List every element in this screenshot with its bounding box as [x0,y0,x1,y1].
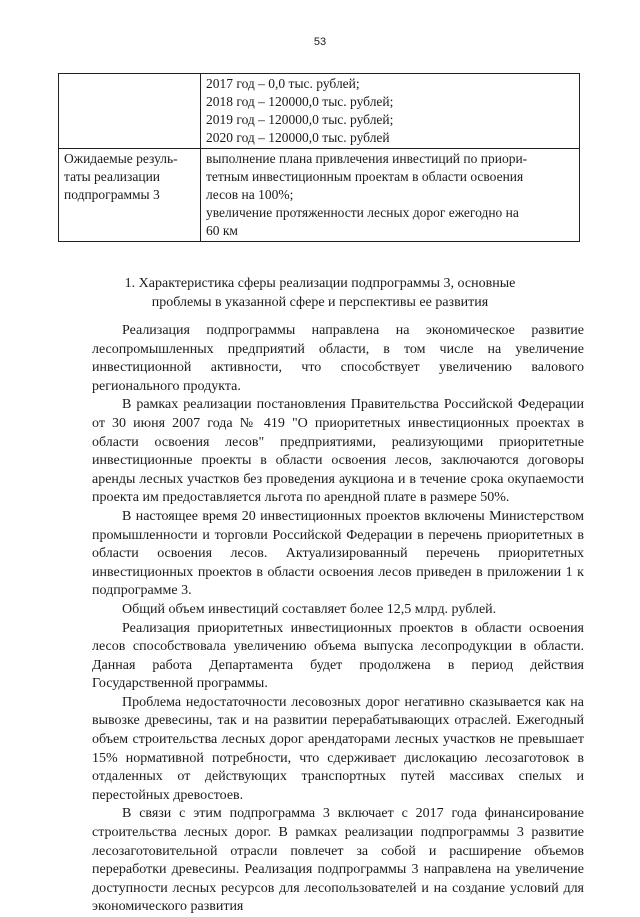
results-value-line: тетным инвестиционным проектам в области освоения [206,169,524,184]
funding-label-cell [59,74,201,149]
results-label-line: таты реализации [64,169,161,184]
section-heading-line1: 1. Характеристика сферы реализации подпрограммы 3, основные [124,276,516,291]
paragraph: В связи с этим подпрограмма 3 включает с 2017 года финансирование строительства лесных дорог. В рамках реализации подпрограммы 3 развитие лесозаготовительной отрасли повлечет за собой и расширение объемов переработки древесины. Реализация подпрограммы 3 направлена на увеличение доступности лесных ресурсов для лесопользователей и на создание условий для экономического развития [92,806,584,915]
section-heading [60,274,580,312]
results-value-line: увеличение протяженности лесных дорог ежегодно на [206,205,519,220]
results-label-cell [59,149,201,242]
funding-value-cell [201,74,580,149]
results-label-line: Ожидаемые резуль- [64,151,178,166]
results-value-line: лесов на 100%; [206,187,294,202]
funding-line-2017: 2017 год – 0,0 тыс. рублей; [206,76,360,91]
funding-line-2018: 2018 год – 120000,0 тыс. рублей; [206,94,394,109]
results-value-line: выполнение плана привлечения инвестиций по приори- [206,151,528,166]
results-row [59,149,580,242]
results-label-line: подпрограммы 3 [64,187,160,202]
results-value-line: 60 км [206,223,238,238]
passport-table [58,73,580,242]
body-text [92,322,584,917]
paragraph: Реализация подпрограммы направлена на экономическое развитие лесопромышленных предприятий области, в том числе на увеличение инвестиционной активности, что способствует увеличению валового регионального продукта. [92,323,584,394]
paragraph: В рамках реализации постановления Правительства Российской Федерации от 30 июня 2007 года № 419 "О приоритетных инвестиционных проектах в области освоения лесов" предприятиями, реализующими приоритетные инвестиционные проекты в области освоения лесов, заключаются договоры аренды лесных участков без проведения аукциона и в течение срока окупаемости проекта им предоставляется льгота по арендной плате в размере 50%. [92,397,584,506]
paragraph: Общий объем инвестиций составляет более 12,5 млрд. рублей. [122,601,497,617]
page-number: 53 [313,36,327,48]
funding-line-2019: 2019 год – 120000,0 тыс. рублей; [206,112,394,127]
funding-line-2020: 2020 год – 120000,0 тыс. рублей [206,130,390,145]
paragraph: В настоящее время 20 инвестиционных проектов включены Министерством промышленности и торговли Российской Федерации в перечень приоритетных в области освоения лесов. Актуализированный перечень приоритетных инвестиционных проектов в области освоения лесов приведен в приложении 1 к подпрограмме 3. [92,508,584,599]
section-heading-line2: проблемы в указанной сфере и перспективы ее развития [151,295,489,310]
paragraph: Реализация приоритетных инвестиционных проектов в области освоения лесов способствовала увеличению объема выпуска лесопродукции в области. Данная работа Департамента будет продолжена в период действия Государственной программы. [92,620,584,692]
paragraph: Проблема недостаточности лесовозных дорог негативно сказывается как на вывозке древесины, так и на развитии перерабатывающих отраслей. Ежегодный объем строительства лесных дорог арендаторами лесных участков не превышает 15% нормативной потребности, что сдерживает дислокацию лесозаготовок в отдаленных от действующих транспортных путей массивах спелых и перестойных древостоев. [92,694,584,803]
results-value-cell [201,149,580,242]
funding-row [59,74,580,149]
